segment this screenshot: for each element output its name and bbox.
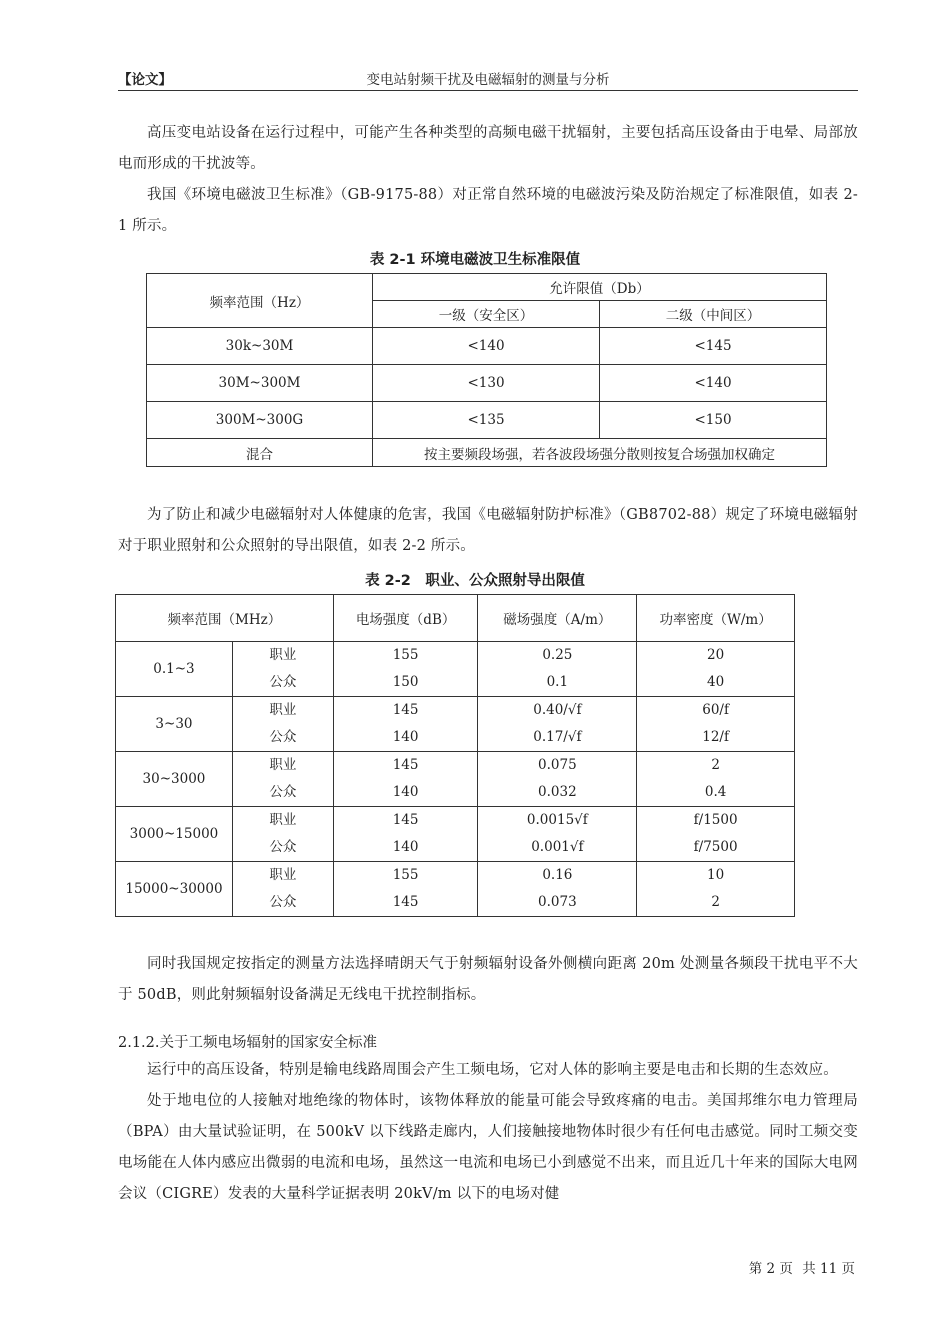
table2-header-power: 功率密度（W/m） — [637, 595, 795, 642]
table2-value: 60/f — [702, 702, 729, 718]
table2-value: 0.40/√f — [533, 702, 582, 718]
table2-cell-electric — [333, 697, 478, 752]
table2-type-public: 公众 — [269, 729, 297, 745]
table2-value: 0.0015√f — [526, 812, 588, 828]
middle-section — [118, 500, 858, 562]
table2-value: 40 — [707, 674, 725, 690]
table2-value: 2 — [711, 894, 720, 910]
table2-value: 145 — [392, 757, 419, 773]
table2-cell-magnetic — [478, 862, 637, 917]
footer-total-pages: 共 11 页 — [802, 1261, 855, 1277]
table1-cell-level1: <140 — [373, 328, 600, 365]
table2-cell-power — [637, 807, 795, 862]
table1-caption: 表 2-1 环境电磁波卫生标准限值 — [369, 252, 581, 268]
table2-cell-power — [637, 697, 795, 752]
table2-value: 0.1 — [546, 674, 569, 690]
table2-value: 0.001√f — [531, 839, 584, 855]
section-body — [118, 1055, 858, 1210]
table2-value: f/7500 — [693, 839, 738, 855]
table2-value: 140 — [392, 729, 419, 745]
table2-cell-magnetic — [478, 807, 637, 862]
table1-cell-level2: <140 — [600, 365, 827, 402]
after-table-section — [118, 949, 858, 1011]
table2-value: 0.17/√f — [533, 729, 582, 745]
table2-value: 145 — [392, 812, 419, 828]
table2-cell-electric — [333, 862, 478, 917]
table2-value: 2 — [711, 757, 720, 773]
table2-cell-range: 15000~30000 — [116, 862, 233, 917]
table2-type-occupational: 职业 — [269, 702, 297, 718]
section-paragraph: 处于地电位的人接触对地绝缘的物体时，该物体释放的能量可能会导致疼痛的电击。美国邦维尔电力管理局（BPA）由大量试验证明，在 500kV 以下线路走廊内，人们接触接地物体时很少有任何电击感觉。同时工频交变电场能在人体内感应出微弱的电流和电场，虽然这一电流和电场已小到感觉不出来，而且近几十年来的国际大电网会议（CIGRE）发表的大量科学证据表明 20kV/m 以下的电场对健 — [118, 1093, 858, 1202]
table2-cell-power — [637, 642, 795, 697]
table2-cell-types — [232, 862, 333, 917]
table2-type-public: 公众 — [269, 894, 297, 910]
table2-value: 0.032 — [538, 784, 577, 800]
intro-paragraph: 我国《环境电磁波卫生标准》（GB-9175-88）对正常自然环境的电磁波污染及防治规定了标准限值，如表 2-1 所示。 — [118, 187, 858, 234]
table2-cell-types — [232, 752, 333, 807]
table2-cell-magnetic — [478, 697, 637, 752]
table2-type-occupational: 职业 — [269, 867, 297, 883]
header-title: 变电站射频干扰及电磁辐射的测量与分析 — [366, 72, 610, 88]
table2-cell-electric — [333, 807, 478, 862]
table1-header-level1: 一级（安全区） — [373, 301, 600, 328]
table2-cell-range: 3000~15000 — [116, 807, 233, 862]
table2-exposure-limits — [115, 594, 795, 917]
table2-value: 145 — [392, 894, 419, 910]
table2-value: 155 — [392, 867, 419, 883]
table2-value: 140 — [392, 839, 419, 855]
table2-cell-magnetic — [478, 752, 637, 807]
table1-cell-level1: <135 — [373, 402, 600, 439]
table2-cell-electric — [333, 642, 478, 697]
table2-cell-range: 30~3000 — [116, 752, 233, 807]
table1-header-level2: 二级（中间区） — [600, 301, 827, 328]
table1-cell-level1: <130 — [373, 365, 600, 402]
table2-value: 12/f — [702, 729, 729, 745]
table2-cell-types — [232, 697, 333, 752]
table2-value: 0.4 — [704, 784, 727, 800]
table2-header-electric: 电场强度（dB） — [333, 595, 478, 642]
table2-header-magnetic: 磁场强度（A/m） — [478, 595, 637, 642]
table2-value: 145 — [392, 702, 419, 718]
table2-type-occupational: 职业 — [269, 647, 297, 663]
table2-value: 0.073 — [538, 894, 577, 910]
table1-cell-range: 300M~300G — [147, 402, 373, 439]
table2-value: 0.075 — [538, 757, 577, 773]
table2-cell-electric — [333, 752, 478, 807]
table2-header-freq: 频率范围（MHz） — [116, 595, 334, 642]
intro-paragraph: 高压变电站设备在运行过程中，可能产生各种类型的高频电磁干扰辐射，主要包括高压设备由于电晕、局部放电而形成的干扰波等。 — [118, 125, 858, 172]
table2-value: 0.16 — [542, 867, 573, 883]
table2-cell-magnetic — [478, 642, 637, 697]
section-heading: 2.1.2.关于工频电场辐射的国家安全标准 — [118, 1035, 378, 1051]
table2-cell-power — [637, 862, 795, 917]
table1-cell-range: 30k~30M — [147, 328, 373, 365]
table1-cell-mixed-text: 按主要频段场强，若各波段场强分散则按复合场强加权确定 — [373, 439, 827, 467]
table1-cell-level2: <145 — [600, 328, 827, 365]
intro-section — [118, 118, 858, 242]
page-footer — [0, 1257, 855, 1277]
table2-type-public: 公众 — [269, 784, 297, 800]
table2-type-public: 公众 — [269, 674, 297, 690]
after-table-paragraph: 同时我国规定按指定的测量方法选择晴朗天气于射频辐射设备外侧横向距离 20m 处测量各频段干扰电平不大于 50dB，则此射频辐射设备满足无线电干扰控制指标。 — [118, 956, 858, 1003]
table2-type-occupational: 职业 — [269, 757, 297, 773]
table2-value: f/1500 — [693, 812, 738, 828]
table2-cell-power — [637, 752, 795, 807]
table1-header-freq: 频率范围（Hz） — [147, 274, 373, 328]
table1-header-limit: 允许限值（Db） — [373, 274, 827, 301]
footer-page-number: 第 2 页 — [748, 1261, 793, 1277]
table2-caption: 表 2-2 职业、公众照射导出限值 — [365, 573, 585, 589]
table2-type-public: 公众 — [269, 839, 297, 855]
table2-value: 10 — [707, 867, 725, 883]
table2-cell-types — [232, 642, 333, 697]
table1-cell-mixed-label: 混合 — [147, 439, 373, 467]
table2-value: 155 — [392, 647, 419, 663]
table2-value: 0.25 — [542, 647, 573, 663]
table2-cell-range: 3~30 — [116, 697, 233, 752]
header-tag: 【论文】 — [118, 72, 172, 88]
table1-standard-limits — [146, 273, 827, 467]
table2-value: 150 — [392, 674, 419, 690]
table2-type-occupational: 职业 — [269, 812, 297, 828]
table2-cell-types — [232, 807, 333, 862]
section-paragraph: 运行中的高压设备，特别是输电线路周围会产生工频电场，它对人体的影响主要是电击和长期的生态效应。 — [147, 1062, 838, 1078]
table2-cell-range: 0.1~3 — [116, 642, 233, 697]
table2-value: 140 — [392, 784, 419, 800]
table2-value: 20 — [707, 647, 725, 663]
table1-cell-level2: <150 — [600, 402, 827, 439]
middle-paragraph: 为了防止和减少电磁辐射对人体健康的危害，我国《电磁辐射防护标准》（GB8702-88）规定了环境电磁辐射对于职业照射和公众照射的导出限值，如表 2-2 所示。 — [118, 507, 858, 554]
table1-cell-range: 30M~300M — [147, 365, 373, 402]
page-header — [118, 64, 858, 91]
